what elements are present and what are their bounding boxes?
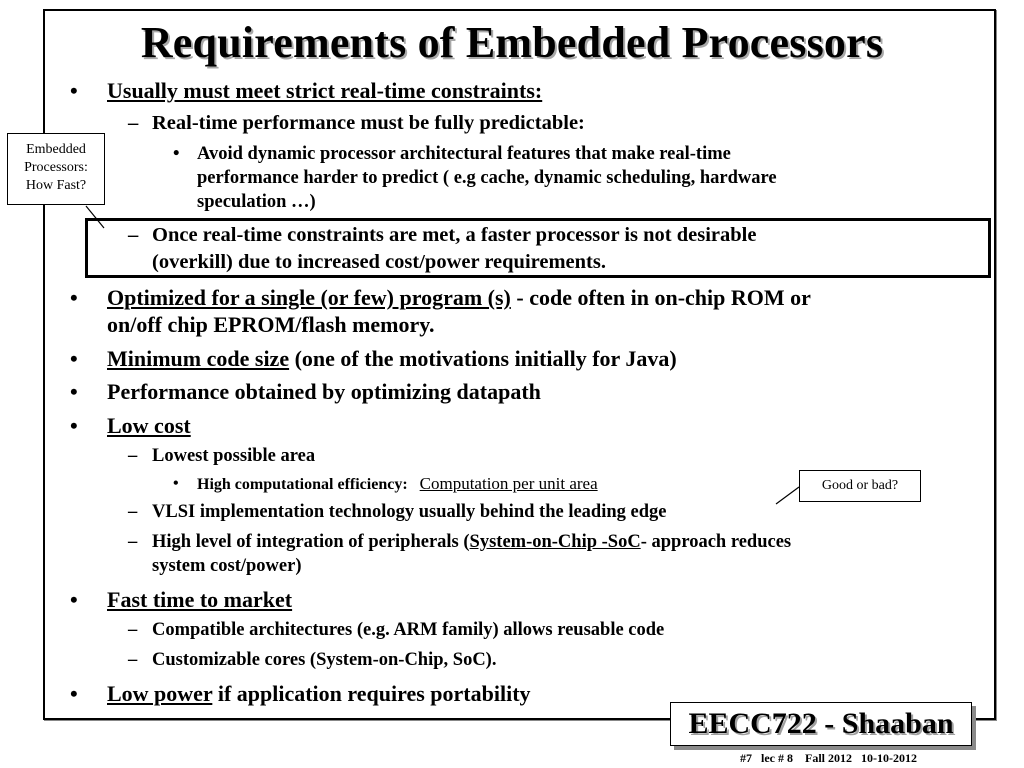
callout-line: Embedded xyxy=(26,142,86,157)
sub-customizable: Customizable cores (System-on-Chip, SoC). xyxy=(152,650,497,670)
dash-marker: – xyxy=(128,650,138,670)
sub-lowest-area: Lowest possible area xyxy=(152,446,316,466)
slide-footer: #7 lec # 8 Fall 2012 10-10-2012 xyxy=(740,751,917,765)
bullet-lowcost xyxy=(107,412,191,439)
dash-marker: – xyxy=(128,620,138,640)
bullet-text-underlined: Low cost xyxy=(107,413,191,438)
dash-marker: – xyxy=(128,532,138,552)
bullet-text: if application requires portability xyxy=(212,681,531,706)
sub-integration-line2: system cost/power) xyxy=(152,556,302,576)
callout-text: Good or bad? xyxy=(821,478,899,493)
sub-text-underlined: System-on-Chip -SoC xyxy=(469,532,641,552)
bullet-marker: • xyxy=(70,78,78,103)
callout-line: How Fast? xyxy=(25,178,87,193)
sub-text: - approach reduces xyxy=(640,532,792,552)
connector-line xyxy=(776,487,799,504)
bullet-optimized-line1 xyxy=(107,284,811,311)
bullet-performance: Performance obtained by optimizing datapath xyxy=(107,379,541,404)
slide-title: Requirements of Embedded Processors xyxy=(140,18,884,67)
bullet-lowpower xyxy=(107,680,531,707)
sub-predictable: Real-time performance must be fully predictable: xyxy=(152,112,585,134)
bullet-text: - code often in on-chip ROM or xyxy=(510,285,811,310)
course-badge: EECC722 - Shaaban xyxy=(670,702,972,746)
bullet-marker: • xyxy=(173,144,180,164)
bullet-marker: • xyxy=(70,681,78,706)
sub-once-line2: (overkill) due to increased cost/power requirements. xyxy=(152,251,606,273)
callout-line: Processors: xyxy=(24,160,88,175)
bullet-marker: • xyxy=(70,587,78,612)
sub-integration-line1 xyxy=(152,531,791,554)
subsub-high-efficiency xyxy=(197,473,598,496)
subsub-text: High computational efficiency: xyxy=(197,476,408,493)
bullet-realtime xyxy=(107,77,542,104)
bullet-text-underlined: Low power xyxy=(107,681,213,706)
bullet-mincode xyxy=(107,345,677,372)
dash-marker: – xyxy=(128,446,138,466)
dash-marker: – xyxy=(128,112,139,134)
bullet-marker: • xyxy=(70,346,78,371)
subsub-avoid-line1: Avoid dynamic processor architectural features that make real-time xyxy=(197,144,731,164)
sub-once-line1: Once real-time constraints are met, a faster processor is not desirable xyxy=(152,224,757,246)
sub-text: High level of integration of peripherals ( xyxy=(152,532,470,552)
bullet-text: Usually must meet strict real-time constraints: xyxy=(107,78,543,103)
bullet-marker: • xyxy=(173,475,179,492)
bullet-text-underlined: Fast time to market xyxy=(107,587,293,612)
bullet-marker: • xyxy=(70,379,78,404)
subsub-text-underlined: Computation per unit area xyxy=(419,474,598,493)
bullet-optimized-line2: on/off chip EPROM/flash memory. xyxy=(107,312,435,337)
bullet-text: (one of the motivations initially for Java) xyxy=(289,346,677,371)
bullet-text-underlined: Minimum code size xyxy=(107,346,290,371)
sub-vlsi: VLSI implementation technology usually behind the leading edge xyxy=(152,502,667,522)
bullet-fast-time xyxy=(107,586,292,613)
dash-marker: – xyxy=(128,224,139,246)
subsub-avoid-line2: performance harder to predict ( e.g cache, dynamic scheduling, hardware xyxy=(197,168,777,188)
bullet-marker: • xyxy=(70,413,78,438)
subsub-avoid-line3: speculation …) xyxy=(197,192,316,212)
bullet-marker: • xyxy=(70,285,78,310)
bullet-text-underlined: Optimized for a single (or few) program (s) xyxy=(107,285,511,310)
dash-marker: – xyxy=(128,502,138,522)
sub-compatible: Compatible architectures (e.g. ARM family) allows reusable code xyxy=(152,620,665,640)
